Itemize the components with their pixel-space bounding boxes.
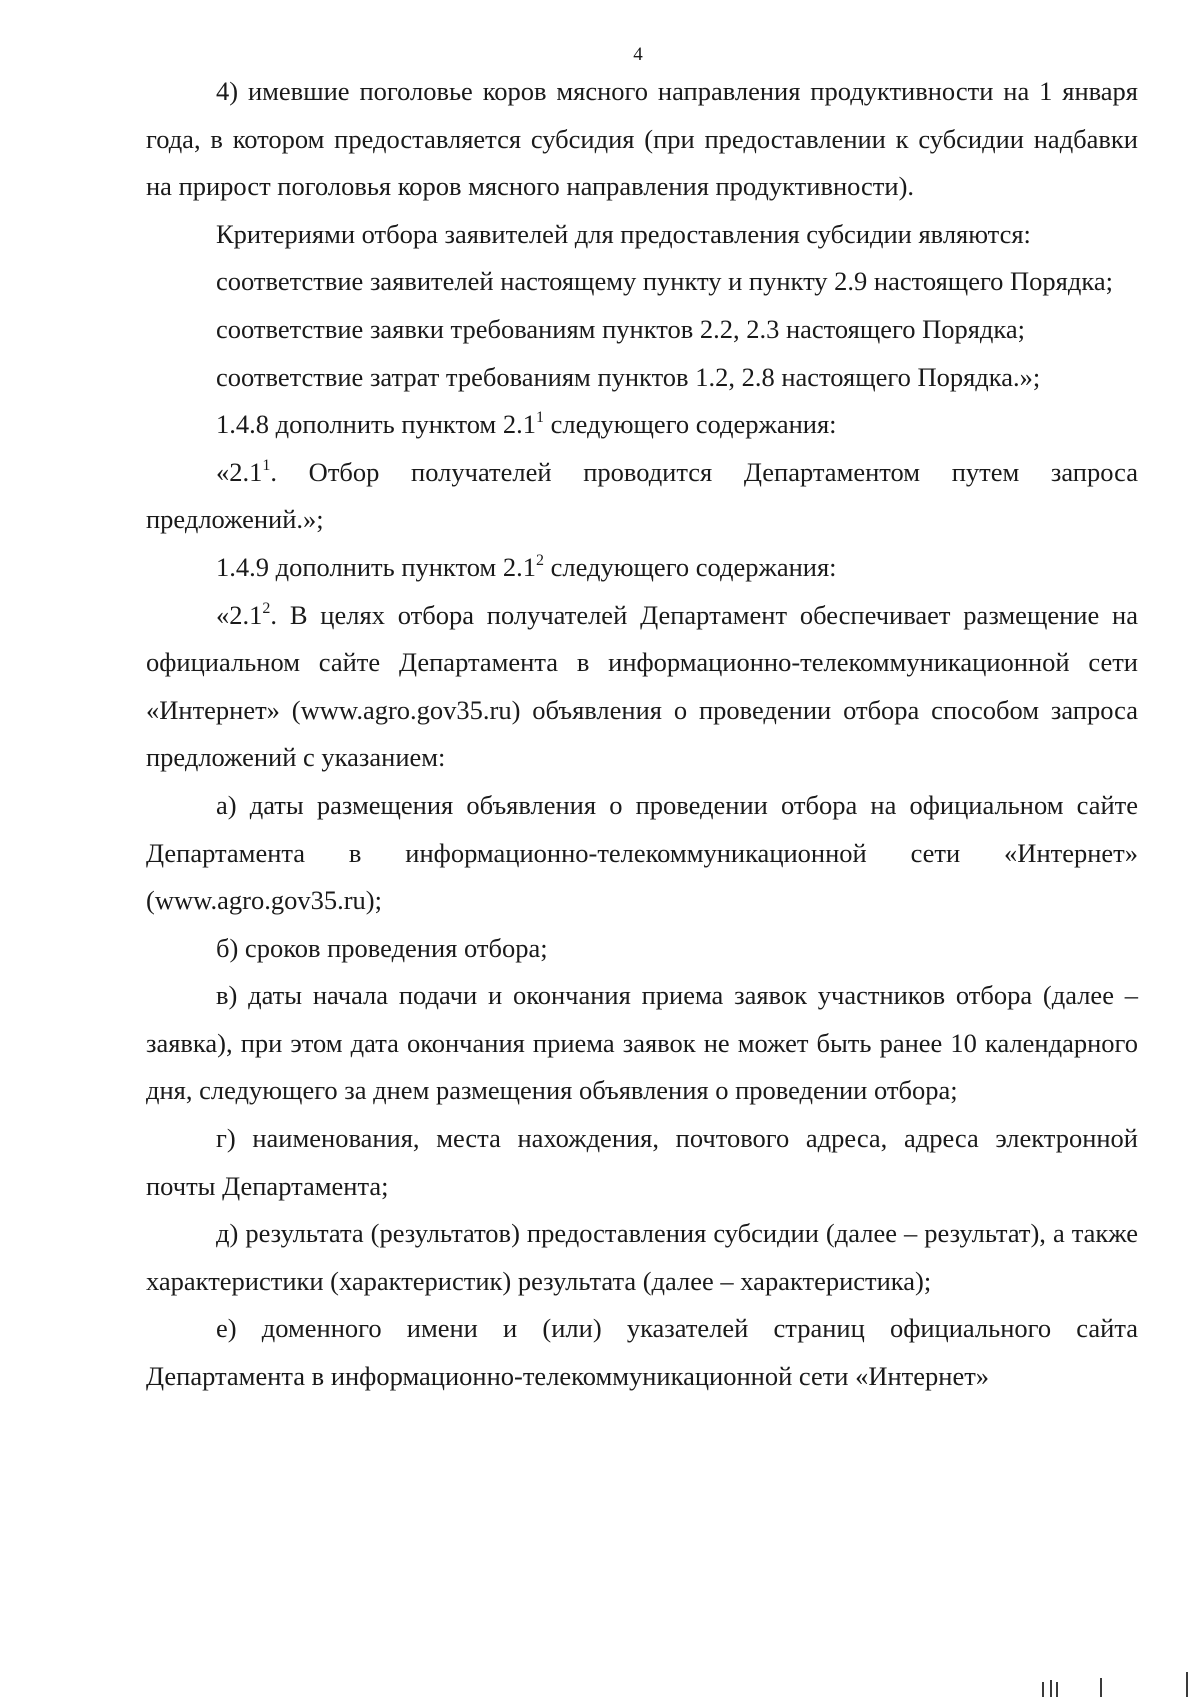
document-body — [146, 68, 1138, 1401]
scan-artifact — [1186, 1672, 1188, 1697]
amendment-text: следующего содержания: — [543, 409, 837, 440]
amendment-text: 1.4.8 дополнить пунктом 2.1 — [216, 409, 536, 440]
clause-text: «2.1 — [216, 599, 263, 630]
scan-artifact — [1042, 1682, 1044, 1697]
paragraph-clause-2-1-1 — [146, 449, 1138, 544]
superscript: 1 — [535, 409, 544, 427]
superscript: 1 — [262, 456, 271, 474]
clause-text: . Отбор получателей проводится Департаментом путем запроса предложений.»; — [146, 456, 1138, 535]
amendment-text: следующего содержания: — [543, 551, 837, 582]
paragraph-subitem-a: а) даты размещения объявления о проведении отбора на официальном сайте Департамента в информационно-телекоммуникационной сети «Интернет» (www.agro.gov35.ru); — [146, 789, 1138, 916]
paragraph-amendment-1-4-9 — [146, 544, 1138, 592]
paragraph-subitem-v: в) даты начала подачи и окончания приема заявок участников отбора (далее – заявка), при этом дата окончания приема заявок не может быть ранее 10 календарного дня, следующего за днем размещения объявления о проведении отбора; — [146, 980, 1138, 1106]
clause-text: . В целях отбора получателей Департамент обеспечивает размещение на официальном сайте Департамента в информационно-телекоммуникационной сети «Интернет» (www.agro.gov35.ru) объявления о проведении отбора способом запроса предложений с указанием: — [146, 599, 1138, 773]
paragraph-subitem-g: г) наименования, места нахождения, почтового адреса, адреса электронной почты Департамента; — [146, 1123, 1138, 1201]
paragraph-criteria-heading: Критериями отбора заявителей для предоставления субсидии являются: — [216, 218, 1031, 249]
paragraph-item-4: 4) имевшие поголовье коров мясного направления продуктивности на 1 января года, в котором предоставляется субсидия (при предоставлении к субсидии надбавки на прирост поголовья коров мясного направления продуктивности). — [146, 76, 1138, 202]
paragraph-subitem-d: д) результата (результатов) предоставления субсидии (далее – результат), а также характеристики (характеристик) результата (далее – характеристика); — [146, 1218, 1138, 1296]
paragraph-amendment-1-4-8 — [146, 401, 1138, 449]
page-number: 4 — [633, 44, 643, 65]
superscript: 2 — [535, 551, 544, 569]
paragraph-subitem-e: е) доменного имени и (или) указателей страниц официального сайта Департамента в информационно-телекоммуникационной сети «Интернет» — [146, 1313, 1138, 1392]
scan-artifact — [1100, 1678, 1102, 1697]
amendment-text: 1.4.9 дополнить пунктом 2.1 — [216, 551, 536, 582]
scan-artifact — [1056, 1682, 1058, 1697]
scan-artifact — [1050, 1680, 1052, 1697]
paragraph-criterion-2: соответствие заявки требованиям пунктов 2.2, 2.3 настоящего Порядка; — [216, 313, 1025, 344]
paragraph-criterion-3: соответствие затрат требованиям пунктов 1.2, 2.8 настоящего Порядка.»; — [216, 361, 1041, 392]
superscript: 2 — [262, 599, 271, 617]
paragraph-criterion-1: соответствие заявителей настоящему пункту и пункту 2.9 настоящего Порядка; — [216, 266, 1113, 297]
paragraph-clause-2-1-2 — [146, 592, 1138, 782]
clause-text: «2.1 — [216, 456, 263, 487]
paragraph-subitem-b: б) сроков проведения отбора; — [216, 932, 548, 963]
